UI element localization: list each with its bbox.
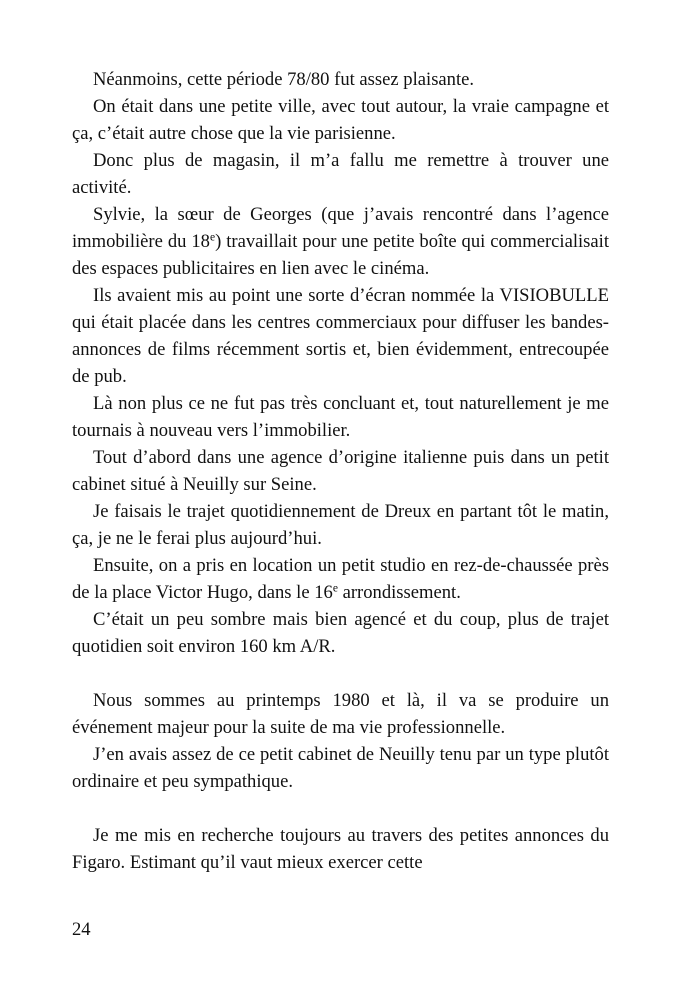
paragraph: Ils avaient mis au point une sorte d’écran nommée la VISIOBULLE qui était placée dans les centres commerciaux pour diffuser les bandes-annonces de films récemment sortis et, bien évidemment, entrecoupée de pub. [72, 285, 609, 387]
page-number: 24 [72, 919, 91, 940]
paragraph: C’était un peu sombre mais bien agencé et du coup, plus de trajet quotidien soit environ 160 km A/R. [72, 609, 609, 657]
paragraph [72, 552, 609, 606]
paragraph-text: Ensuite, on a pris en location un petit studio en rez-de-chaussée près de la place Victor Hugo, dans le 16 [72, 555, 609, 603]
paragraph: Tout d’abord dans une agence d’origine italienne puis dans un petit cabinet situé à Neuilly sur Seine. [72, 447, 609, 495]
paragraph-text: ) travaillait pour une petite boîte qui commercialisait des espaces publicitaires en lien avec le cinéma. [72, 231, 609, 279]
paragraph: Donc plus de magasin, il m’a fallu me remettre à trouver une activité. [72, 150, 609, 198]
paragraph: Je faisais le trajet quotidiennement de Dreux en partant tôt le matin, ça, je ne le ferai plus aujourd’hui. [72, 501, 609, 549]
paragraph-text: Sylvie, la sœur de Georges (que j’avais rencontré dans l’agence immobilière du 18 [72, 204, 609, 252]
paragraph-text: arrondissement. [337, 582, 461, 603]
superscript: e [332, 582, 338, 595]
paragraph [72, 201, 609, 282]
section-break [72, 660, 609, 687]
section-break [72, 795, 609, 822]
paragraph: Je me mis en recherche toujours au travers des petites annonces du Figaro. Estimant qu’il vaut mieux exercer cette [72, 825, 609, 873]
paragraph: Là non plus ce ne fut pas très concluant et, tout naturellement je me tournais à nouveau vers l’immobilier. [72, 393, 609, 441]
paragraph: On était dans une petite ville, avec tout autour, la vraie campagne et ça, c’était autre chose que la vie parisienne. [72, 96, 609, 144]
paragraph: J’en avais assez de ce petit cabinet de Neuilly tenu par un type plutôt ordinaire et peu sympathique. [72, 744, 609, 792]
page-body [72, 66, 609, 876]
paragraph: Nous sommes au printemps 1980 et là, il va se produire un événement majeur pour la suite de ma vie professionnelle. [72, 690, 609, 738]
superscript: e [209, 231, 216, 244]
paragraph: Néanmoins, cette période 78/80 fut assez plaisante. [93, 69, 475, 90]
